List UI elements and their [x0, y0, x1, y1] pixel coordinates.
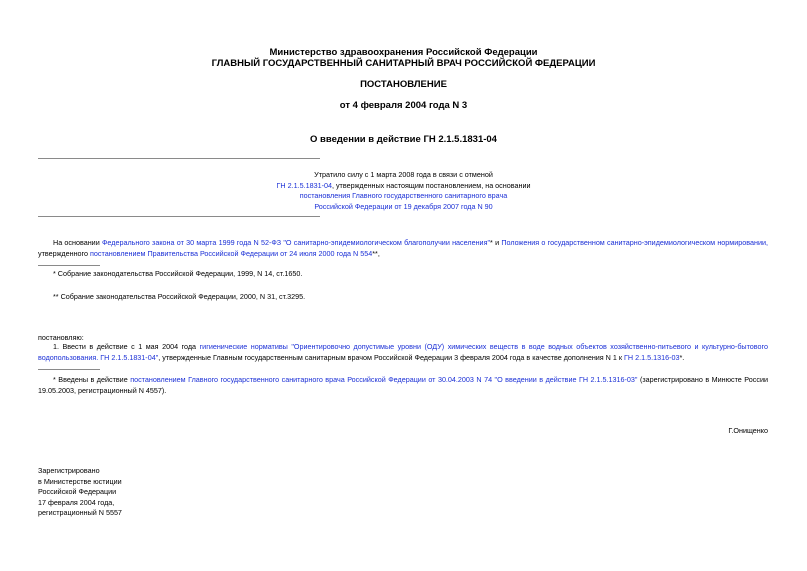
registration-line-5: регистрационный N 5557: [38, 508, 122, 517]
doc-type: ПОСТАНОВЛЕНИЕ: [360, 79, 447, 90]
footnote-3-prefix: * Введены в действие: [53, 375, 131, 384]
decree-item-1-text-a: 1. Ввести в действие с 1 мая 2004 года: [53, 342, 200, 351]
regulation-link[interactable]: Положения о государственном санитарно-эпидемиологическом нормировании,: [501, 238, 768, 247]
footnote-mark-2: **,: [372, 248, 380, 258]
decree-item-1: [38, 342, 768, 363]
status-note-line2-text: , утвержденных настоящим постановлением, на основании: [331, 180, 531, 190]
footnote-rule-1: [38, 265, 100, 266]
status-note-line1: Утратило силу с 1 марта 2008 года в связи с отменой: [314, 170, 493, 179]
decree-item-1-text-c: *.: [679, 352, 685, 362]
gn-1316-decree-link[interactable]: постановлением Главного государственного санитарного врача Российской Федерации от 30.04.2003 N 74 "О введении в действие ГН 2.1.5.1316-03": [130, 375, 638, 384]
registration-block: [38, 466, 122, 519]
ministry-name: Министерство здравоохранения Российской Федерации: [269, 47, 538, 58]
status-link-decree-date[interactable]: Российской Федерации от 19 декабря 2007 года N 90: [314, 201, 493, 211]
federal-law-link[interactable]: Федерального закона от 30 марта 1999 года N 52-ФЗ "О санитарно-эпидемиологическом благополучии населения": [101, 238, 491, 247]
status-link-decree[interactable]: постановления Главного государственного санитарного врача: [299, 191, 508, 200]
government-decree-link[interactable]: постановлением Правительства Российской Федерации от 24 июля 2000 года N 554: [90, 248, 373, 258]
decree-item-1-text-b: , утвержденные Главным государственным санитарным врачом Российской Федерации 3 февраля 2004 года в качестве дополнения N 1 к: [158, 352, 625, 362]
registration-line-4: 17 февраля 2004 года,: [38, 497, 115, 507]
divider-bottom: [38, 216, 320, 217]
footnote-3-rest: (зарегистрировано в Минюсте России 19.05.2003, регистрационный N 4557).: [38, 375, 768, 395]
basis-prefix: На основании: [53, 238, 102, 247]
footnote-3: [38, 375, 768, 396]
footnote-mark-1: *: [490, 238, 493, 247]
hygienic-norms-link[interactable]: гигиенические нормативы "Ориентировочно допустимые уровни (ОДУ) химических веществ в воде водных объектов хозяйственно-питьевого и культурно-бытового водопользования. ГН 2.1.5.1831-04": [38, 342, 769, 362]
footnote-2: ** Собрание законодательства Российской Федерации, 2000, N 31, ст.3295.: [53, 292, 306, 301]
doc-date-number: от 4 февраля 2004 года N 3: [339, 100, 468, 111]
status-link-gn[interactable]: ГН 2.1.5.1831-04: [276, 180, 332, 190]
basis-and: и: [492, 238, 502, 247]
status-note-line2: [180, 181, 627, 192]
authority-name: ГЛАВНЫЙ ГОСУДАРСТВЕННЫЙ САНИТАРНЫЙ ВРАЧ РОССИЙСКОЙ ФЕДЕРАЦИИ: [211, 58, 596, 69]
doc-title: О введении в действие ГН 2.1.5.1831-04: [310, 134, 497, 145]
basis-paragraph: [38, 238, 768, 259]
registration-line-2: в Министерстве юстиции: [38, 476, 122, 486]
decree-intro: постановляю:: [38, 333, 84, 342]
registration-line-3: Российской Федерации: [38, 487, 117, 496]
basis-approved: утвержденного: [38, 248, 91, 258]
footnote-rule-2: [38, 369, 100, 370]
registration-line-1: Зарегистрировано: [38, 466, 100, 475]
gn-1316-link[interactable]: ГН 2.1.5.1316-03: [624, 352, 680, 362]
status-note: [180, 170, 627, 212]
signature: Г.Онищенко: [728, 426, 768, 435]
footnote-1: * Собрание законодательства Российской Федерации, 1999, N 14, ст.1650.: [53, 269, 303, 278]
divider-top: [38, 158, 320, 159]
